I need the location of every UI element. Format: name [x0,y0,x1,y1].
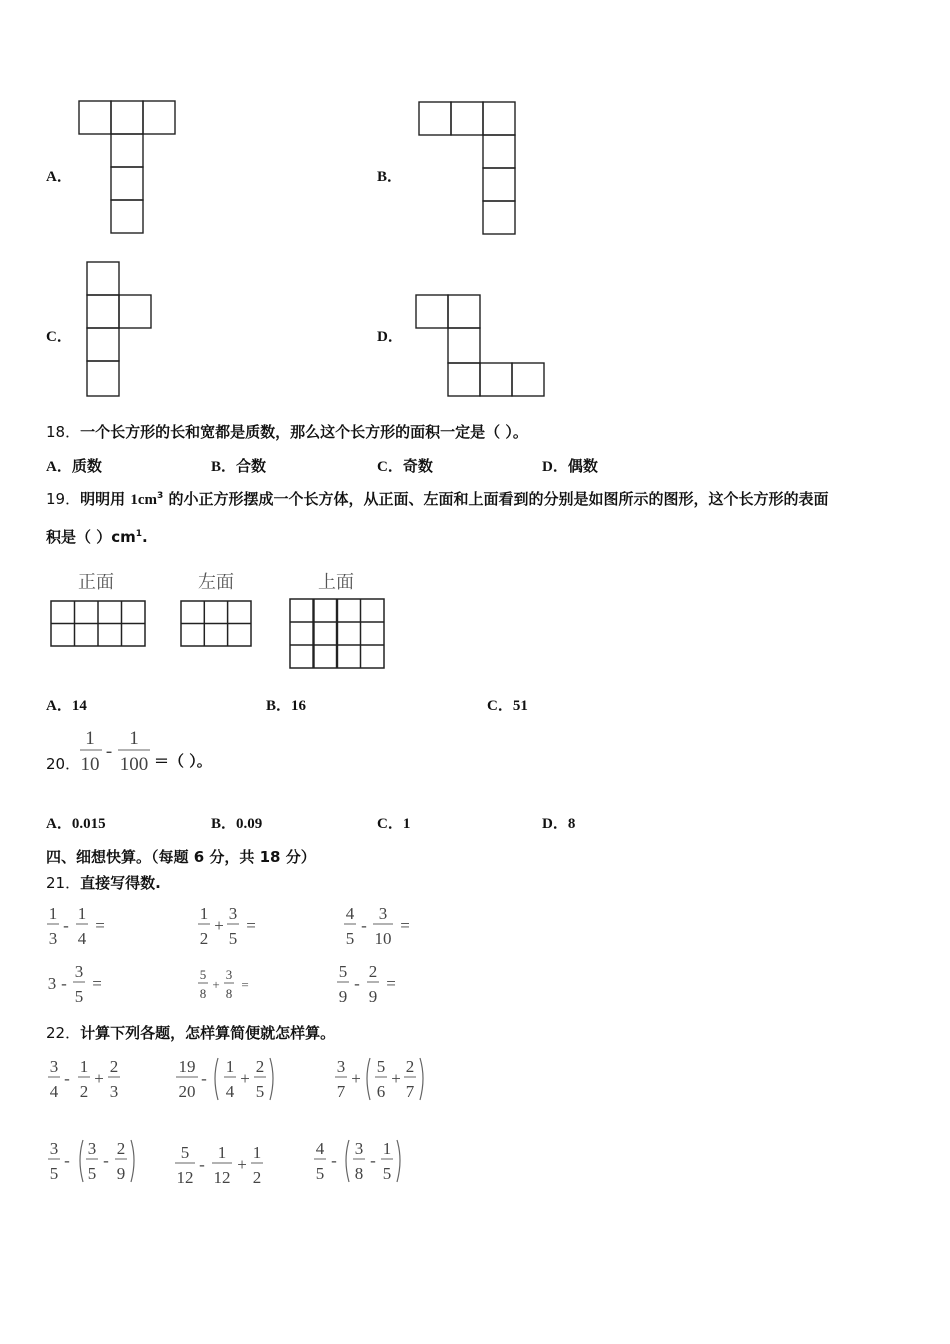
math-term: 3 [49,1139,59,1158]
unit: 1cm [130,492,157,508]
question-number: 21． [46,874,81,892]
math-term: 5 [345,929,355,948]
q18-option-b[interactable]: B．合数 [211,459,267,475]
math-term: = [241,977,249,992]
math-term: 5 [255,1082,265,1101]
math-term: 10 [374,929,392,948]
q21-item-1 [44,902,124,950]
math-term: 9 [116,1164,126,1183]
question-22 [46,1022,335,1043]
math-term: 5 [199,967,207,982]
math-term: 5 [315,1164,325,1183]
top-view-grid [289,598,387,670]
math-term: 4 [345,904,355,923]
math-term: 5 [228,929,238,948]
net-figure-a [78,100,178,236]
math-term: 2 [116,1139,126,1158]
q22-item-4 [44,1136,144,1186]
section-4-title: 四、细想快算。（每题 6 分，共 18 分） [46,848,316,866]
math-term: - [63,916,69,935]
q22-item-2 [172,1054,282,1104]
math-term: + [237,1155,247,1174]
q21-item-3 [341,902,431,950]
question-number: 19． [46,490,81,508]
q22-item-6 [310,1136,410,1186]
question-number: 22． [46,1024,81,1042]
math-term: 1 [199,904,209,923]
math-term: 3 [87,1139,97,1158]
math-term: - [199,1155,205,1174]
math-term: 4 [49,1082,59,1101]
text-line2: 积是（ ）cm [46,528,136,546]
math-term: 5 [180,1143,190,1162]
math-term: = [92,974,102,993]
math-term: 7 [405,1082,415,1101]
math-term: = [386,974,396,993]
math-term: 1 [217,1143,227,1162]
left-view-grid [180,600,254,648]
math-term: 1 [252,1143,262,1162]
question-text [80,490,828,508]
frac1-den: 10 [80,754,100,775]
math-term: 1 [77,904,87,923]
q21-item-6 [334,960,414,1008]
math-term: - [370,1151,376,1170]
q20-option-c[interactable]: C．1 [377,816,411,832]
math-term: 12 [213,1168,231,1187]
q20-option-d[interactable]: D．8 [542,816,576,832]
q18-option-a[interactable]: A．质数 [46,459,102,475]
math-term: - [64,1069,70,1088]
tail: ＝（ ）。 [154,752,212,770]
math-term: - [331,1151,337,1170]
math-term: - [201,1069,207,1088]
math-term: 3 [74,962,84,981]
q20-option-a[interactable]: A．0.015 [46,816,106,832]
math-term: 3 [336,1057,346,1076]
line2-end: . [142,528,148,546]
math-term: - [361,916,367,935]
math-term: + [212,977,220,992]
q21-item-4 [44,960,124,1008]
math-term: 1 [382,1139,392,1158]
q20-option-b[interactable]: B．0.09 [211,816,263,832]
op: - [105,741,113,762]
math-term: 2 [109,1057,119,1076]
question-19 [46,488,828,509]
math-term: 5 [74,987,84,1006]
question-21 [46,872,161,893]
math-term: + [214,916,224,935]
math-term: 20 [178,1082,196,1101]
math-term: 19 [178,1057,196,1076]
math-term: 1 [79,1057,89,1076]
math-term: 5 [376,1057,386,1076]
option-a-label: A． [46,169,72,185]
math-term: 4 [77,929,87,948]
math-term: - [61,974,67,993]
math-term: - [354,974,360,993]
math-term: 2 [252,1168,262,1187]
math-term: 5 [87,1164,97,1183]
math-term: 1 [225,1057,235,1076]
math-term: = [246,916,256,935]
question-20-number: 20． [46,755,81,773]
math-term: 6 [376,1082,386,1101]
q19-option-c[interactable]: C．51 [487,698,528,714]
q18-option-c[interactable]: C．奇数 [377,459,433,475]
q18-option-d[interactable]: D．偶数 [542,459,598,475]
q22-item-5 [172,1140,282,1190]
math-term: 5 [338,962,348,981]
math-term: 2 [368,962,378,981]
math-term: = [95,916,105,935]
math-term: 3 [47,974,57,993]
text-post: 的小正方形摆成一个长方体，从正面、左面和上面看到的分别是如图所示的图形，这个长方形的表面 [163,490,829,508]
math-term: 8 [199,986,207,1001]
math-term: 3 [48,929,58,948]
math-term: + [240,1069,250,1088]
math-term: + [391,1069,401,1088]
frac1-num: 1 [85,728,95,749]
q21-item-5 [195,964,275,1008]
question-20-expression [78,726,278,776]
q21-item-2 [195,902,275,950]
math-term: 2 [405,1057,415,1076]
math-term: 8 [225,986,233,1001]
option-b-label: B． [377,169,403,185]
line2-sup: 1 [135,529,143,539]
view-label-front: 正面 [78,572,114,593]
math-term: 9 [368,987,378,1006]
q19-option-a[interactable]: A．14 [46,698,87,714]
math-term: 3 [109,1082,119,1101]
math-term: 1 [48,904,58,923]
question-text: 直接写得数. [80,874,161,892]
math-term: 9 [338,987,348,1006]
math-term: 3 [378,904,388,923]
math-term: 4 [225,1082,235,1101]
math-term: 2 [199,929,209,948]
option-d-label: D． [377,329,403,345]
math-term: 3 [228,904,238,923]
net-figure-d [415,294,547,398]
math-term: 2 [255,1057,265,1076]
math-term: - [103,1151,109,1170]
q22-item-3 [331,1054,431,1104]
question-text: 计算下列各题，怎样算简便就怎样算。 [80,1024,336,1042]
math-term: 7 [336,1082,346,1101]
math-term: 8 [354,1164,364,1183]
question-18 [46,421,528,442]
front-view-grid [50,600,148,648]
math-term: 5 [382,1164,392,1183]
math-term: 3 [225,967,233,982]
option-c-label: C． [46,329,72,345]
math-term: = [400,916,410,935]
unit-sup: 3 [156,491,164,501]
q22-item-1 [44,1054,134,1104]
view-label-top: 上面 [318,572,354,593]
frac2-den: 100 [119,754,149,775]
question-number: 18． [46,423,81,441]
math-term: + [94,1069,104,1088]
frac2-num: 1 [129,728,139,749]
math-term: 3 [49,1057,59,1076]
q19-option-b[interactable]: B．16 [266,698,307,714]
text-pre: 明明用 [80,490,131,508]
question-19-line2 [46,526,148,547]
math-term: 3 [354,1139,364,1158]
math-term: 2 [79,1082,89,1101]
math-term: + [351,1069,361,1088]
math-term: 12 [176,1168,194,1187]
math-term: - [64,1151,70,1170]
math-term: 4 [315,1139,325,1158]
math-term: 5 [49,1164,59,1183]
question-text: 一个长方形的长和宽都是质数，那么这个长方形的面积一定是（ ）。 [80,423,528,441]
net-figure-c [86,261,156,399]
view-label-left: 左面 [198,572,234,593]
net-figure-b [418,100,518,236]
